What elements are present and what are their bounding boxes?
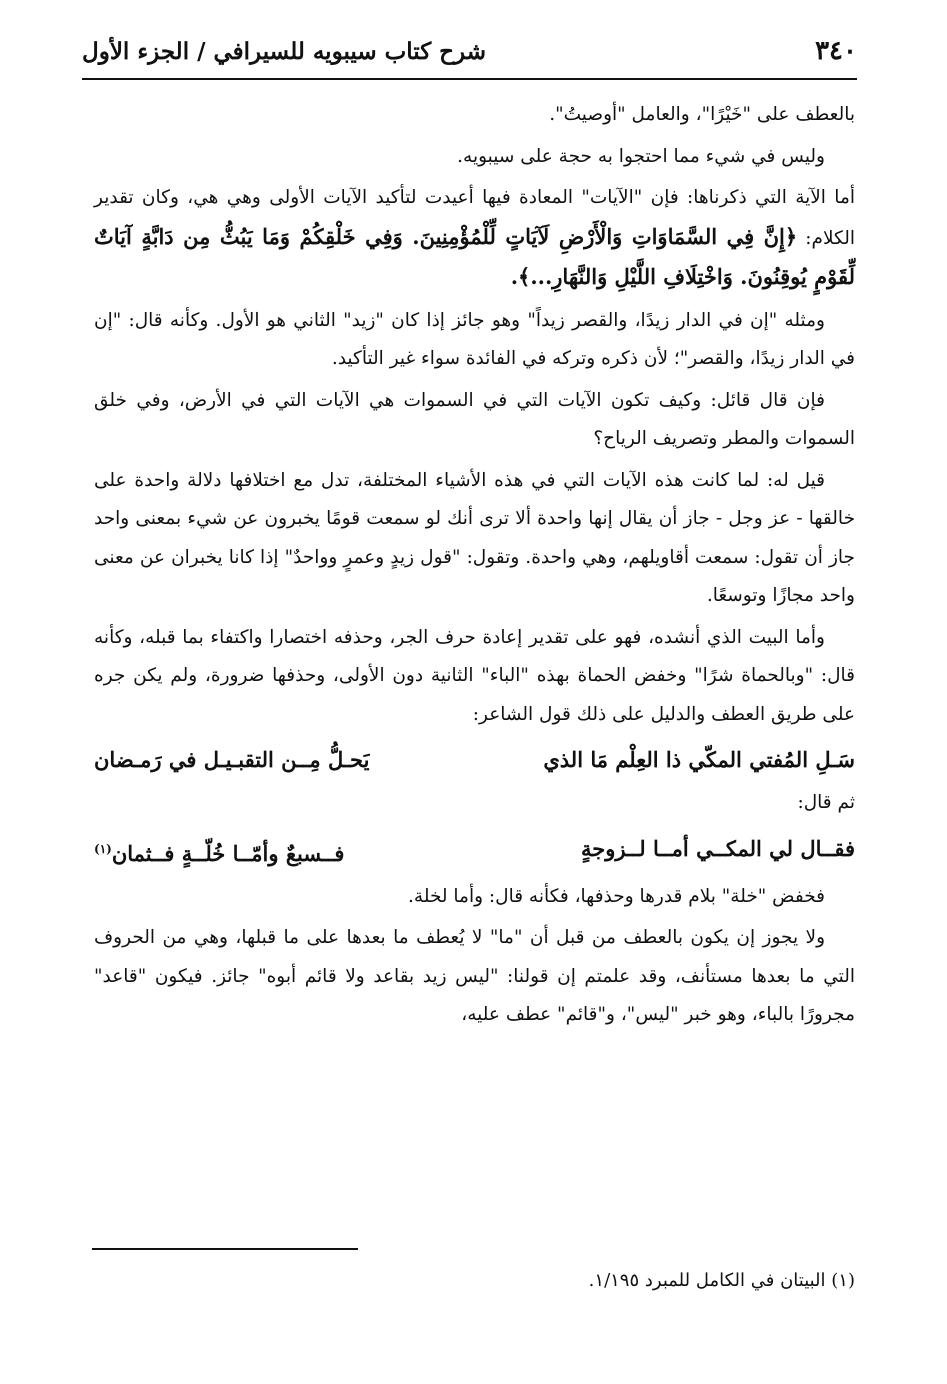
running-title: شرح كتاب سيبويه للسيرافي / الجزء الأول [82,38,486,65]
paragraph: بالعطف على "خَيْرًا"، والعامل "أوصيتُ". [549,104,855,125]
verse-second-hemistich [94,831,344,872]
paragraph: وليس في شيء مما احتجوا به حجة على سيبويه. [457,145,825,167]
verse-first-hemistich: فقــال لي المكــي أمــا لــزوجةٍ [580,835,855,861]
paragraph: ومثله "إن في الدار زيدًا، والقصر زيداً" وهو جائز إذا كان "زيد" الثاني هو الأول. وكأنه قال: "إن في الدار زيدًا، والقصر"؛ لأن ذكره وتركه في الفائدة سواء غير التأكيد. [94,309,855,369]
footnote-divider [92,1248,358,1250]
paragraph-text: أما الآية التي ذكرناها: فإن "الآيات" المعادة فيها أعيدت لتأكيد الآيات الأولى وهي هي، وكان تقدير الكلام: [94,187,855,249]
paragraph: وأما البيت الذي أنشده، فهو على تقدير إعادة حرف الجر، وحذفه اختصارا واكتفاء بما قبله، وكأنه قال: "وبالحماة شرًا" وخفض الحماة بهذه "الباء" الثانية دون الأولى، وحذفها ضرورة، ولم يكن جره على طريق العطف والدليل على ذلك قول الشاعر: [94,626,855,725]
verse-text: فــسبعٌ وأمّــا خُلّــةٍ فــثمان [111,840,345,866]
poem-verse-2 [94,831,855,872]
page-number: ٣٤٠ [815,36,857,66]
footnote: (١) البيتان في الكامل للمبرد ١/١٩٥. [588,1270,855,1291]
paragraph: فخفض "خلة" بلام قدرها وحذفها، فكأنه قال: وأما لخلة. [408,885,825,907]
paragraph: فإن قال قائل: وكيف تكون الآيات التي في السموات هي الآيات التي في الأرض، وفي خلق السموات والمطر وتصريف الرياح؟ [94,389,855,449]
quran-quote: ﴿إِنَّ فِي السَّمَاوَاتِ وَالْأَرْضِ لَآيَاتٍ لِّلْمُؤْمِنِينَ. وَفِي خَلْقِكُمْ وَمَا يَبُثُّ مِن دَابَّةٍ آيَاتٌ لِّقَوْمٍ يُوقِنُونَ. وَاخْتِلَافِ اللَّيْلِ وَالنَّهَارِ...﴾. [94,223,855,289]
page-header [82,34,857,80]
body-text [94,96,855,1038]
verse-first-hemistich: سَـلِ المُفتي المكّي ذا العِلْم مَا الذي [543,747,855,772]
paragraph: ولا يجوز إن يكون بالعطف من قبل أن "ما" لا يُعطف ما بعدها على ما قبلها، وهي من الحروف التي ما بعدها مستأنف، وقد علمتم إن قولنا: "ليس زيد بقاعد ولا قائم أبوه" جائز. فيكون "قاعد" مجرورًا بالباء، وهو خبر "ليس"، و"قائم" عطف عليه، [94,927,855,1025]
footnote-marker: (١) [94,841,112,856]
verse-intro: ثم قال: [797,792,855,813]
verse-second-hemistich: يَحـلُّ مِــن التقبـيـل في رَمـضان [94,747,370,772]
paragraph: قيل له: لما كانت هذه الآيات التي في هذه الأشياء المختلفة، تدل مع اختلافها دلالة واحدة على خالقها - عز وجل - جاز أن يقال إنها واحدة ألا ترى أنك لو سمعت قومًا يخبرون عن شيء بمعنى واحد جاز أن تقول: سمعت أقاويلهم، وهي واحدة. وتقول: "قول زيدٍ وعمرٍ وواحدٌ" إذا كانا يخبران عن معنى واحد مجازًا وتوسعًا. [94,469,855,606]
poem-verse-1 [94,742,855,778]
paragraph [94,179,855,299]
